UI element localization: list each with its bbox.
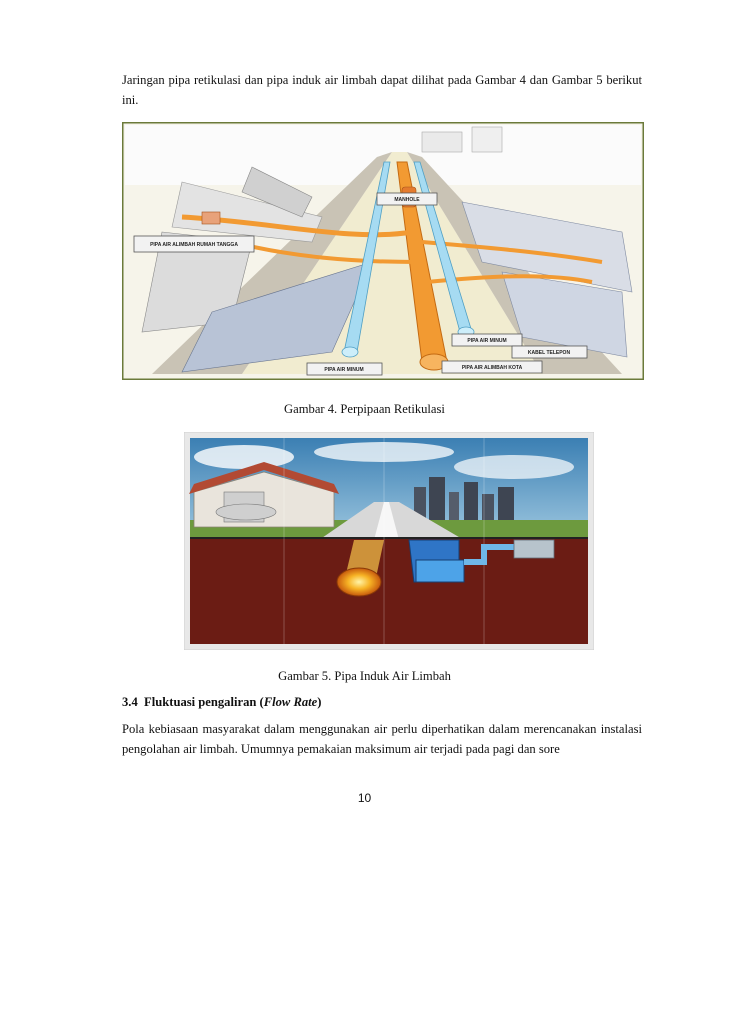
intro-paragraph: Jaringan pipa retikulasi dan pipa induk air limbah dapat dilihat pada Gambar 4 dan Gambar 5 berikut ini. xyxy=(122,73,642,107)
label-city-sewer: PIPA AIR ALIMBAH KOTA xyxy=(461,365,523,371)
label-water-pipe-bottom: PIPA AIR MINUM xyxy=(324,367,364,373)
figure-5-caption: Gambar 5. Pipa Induk Air Limbah xyxy=(278,669,451,683)
section-heading: 3.4 Fluktuasi pengaliran (Flow Rate) xyxy=(122,695,322,709)
figure-4-caption: Gambar 4. Perpipaan Retikulasi xyxy=(284,402,445,416)
label-water-pipe-right: PIPA AIR MINUM xyxy=(467,338,507,344)
section-number: 3.4 xyxy=(122,695,138,709)
figure-4-illustration xyxy=(122,122,644,380)
section-title: Fluktuasi pengaliran xyxy=(144,695,257,709)
figure-5-illustration xyxy=(184,432,594,650)
label-manhole: MANHOLE xyxy=(394,197,420,203)
section-title-en: Flow Rate xyxy=(263,695,318,709)
label-telephone-cable: KABEL TELEPON xyxy=(527,350,571,356)
page-number: 10 xyxy=(357,791,372,805)
body-paragraph: Pola kebiasaan masyarakat dalam menggunakan air perlu diperhatikan dalam merencanakan instalasi pengolahan air limbah. Umumnya pemakaian maksimum air terjadi pada pagi dan sore xyxy=(122,722,642,756)
label-house-sewer: PIPA AIR ALIMBAH RUMAH TANGGA xyxy=(150,242,238,248)
